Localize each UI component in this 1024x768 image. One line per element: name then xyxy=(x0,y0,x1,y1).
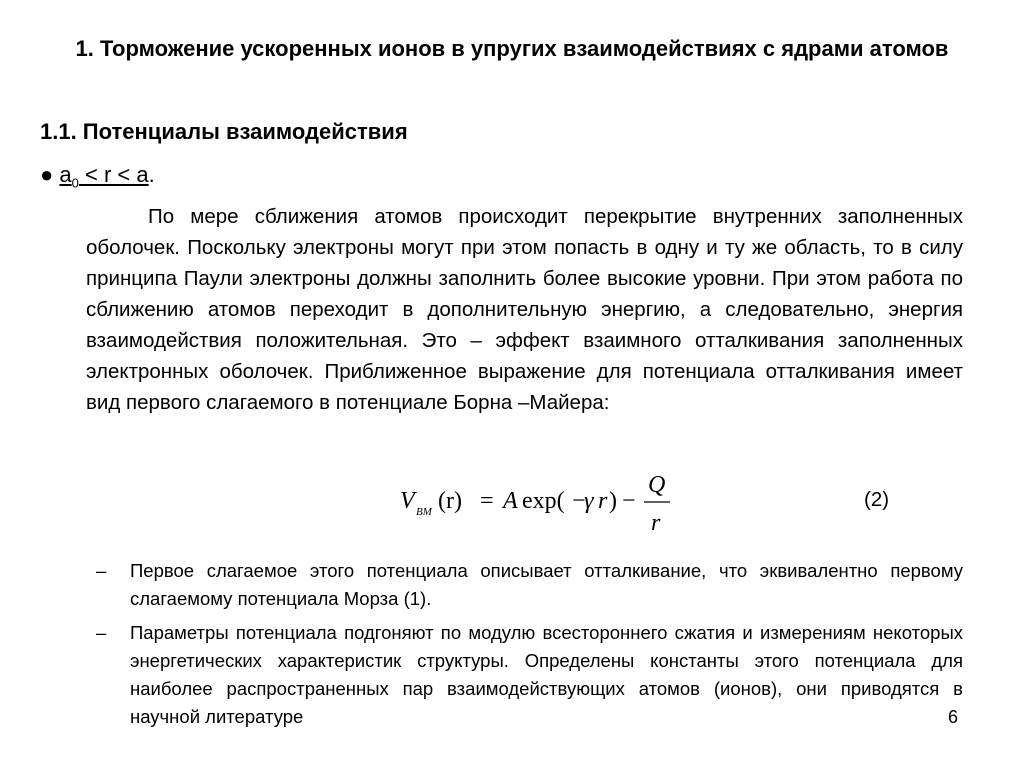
list-item-text: Первое слагаемое этого потенциала описывает отталкивание, что эквивалентно первому слагаемому потенциала Морза (1). xyxy=(130,560,963,609)
condition-bullet: ● $a_0 < r < a$. xyxy=(40,162,155,191)
list-dash: – xyxy=(96,622,107,643)
bullet-marker: ● xyxy=(40,162,54,187)
formula-close: ) xyxy=(609,488,617,514)
section-heading: 1.1. Потенциалы взаимодействия xyxy=(40,119,408,144)
list-item xyxy=(86,619,963,731)
formula-r: r xyxy=(598,488,608,514)
formula-minus-2: − xyxy=(622,488,636,514)
list-item xyxy=(86,557,963,613)
formula-subscript: BM xyxy=(416,506,432,518)
dash-list xyxy=(86,557,963,737)
formula-exp: exp( xyxy=(522,488,565,514)
condition-text: $a_0 < r < a$ xyxy=(59,162,149,191)
formula-equals: = xyxy=(480,488,494,514)
formula-minus: − xyxy=(572,488,586,514)
formula-gamma: γ xyxy=(584,488,594,514)
slide-title: 1. Торможение ускоренных ионов в упругих взаимодействиях с ядрами атомов xyxy=(75,36,949,61)
formula-v: V xyxy=(400,488,415,514)
body-paragraph: По мере сближения атомов происходит перекрытие внутренних заполненных оболочек. Поскольку электроны могут при этом попасть в одну и ту же область, то в силу принципа Паули электроны должны заполнить более высокие уровни. При этом работа по сближению атомов переходит в дополнительную энергию, а следовательно, энергия взаимодействия положительная. Это – эффект взаимного отталкивания заполненных электронных оболочек. Приближенное выражение для потенциала отталкивания имеет вид первого слагаемого в потенциале Борна –Майера: xyxy=(86,205,963,414)
page-number: 6 xyxy=(948,707,959,727)
born-mayer-formula xyxy=(398,470,698,540)
list-dash: – xyxy=(96,560,107,581)
formula-a: A xyxy=(503,488,518,514)
list-item-text: Параметры потенциала подгоняют по модулю всестороннего сжатия и измерениям некоторых энергетических характеристик структуры. Определены константы этого потенциала для наиболее распространенных пар взаимодействующих атомов (ионов), они приводятся в научной литературе xyxy=(130,622,963,727)
formula-arg: (r) xyxy=(438,488,462,514)
equation-number: (2) xyxy=(864,488,890,511)
formula-numerator: Q xyxy=(648,472,666,498)
formula-denominator: r xyxy=(651,510,661,536)
